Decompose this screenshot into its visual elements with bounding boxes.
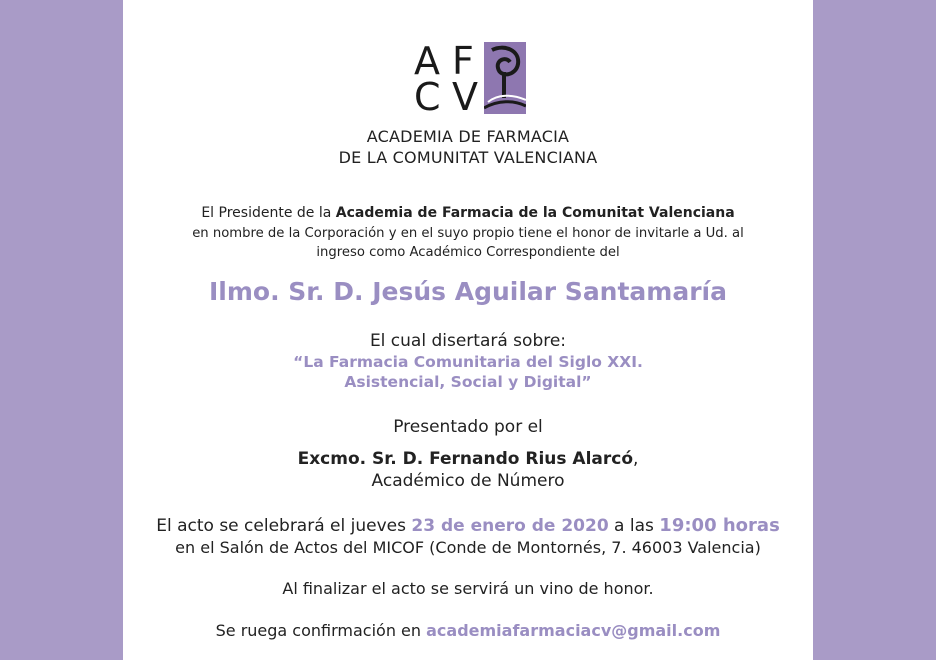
talk-title-line2: Asistencial, Social y Digital” xyxy=(344,373,592,391)
event-time: 19:00 horas xyxy=(659,515,780,536)
caduceus-cup-icon xyxy=(484,42,526,114)
academy-logo xyxy=(414,39,526,119)
venue-line: en el Salón de Actos del MICOF (Conde de Montornés, 7. 46003 Valencia) xyxy=(175,538,761,557)
event-mid: a las xyxy=(608,516,660,536)
rsvp-line xyxy=(123,620,813,642)
invitation-line2: en nombre de la Corporación y en el suyo propio tiene el honor de invitarle a Ud. al xyxy=(192,226,744,241)
talk-title-line1: “La Farmacia Comunitaria del Siglo XXI. xyxy=(293,353,643,371)
intro-line xyxy=(123,203,813,223)
honoree-name: Ilmo. Sr. D. Jesús Aguilar Santamaría xyxy=(208,277,727,306)
event-prefix: El acto se celebrará el jueves xyxy=(156,516,412,536)
academy-name-line2: DE LA COMUNITAT VALENCIANA xyxy=(338,148,598,167)
rsvp-email-link[interactable]: academiafarmaciacv@gmail.com xyxy=(426,621,721,640)
talk-intro: El cual disertará sobre: xyxy=(369,331,567,351)
rsvp-prefix: Se ruega confirmación en xyxy=(215,621,427,640)
presented-by: Presentado por el xyxy=(393,417,543,437)
intro-prefix: El Presidente de la xyxy=(201,205,336,221)
logo-letter-v: V xyxy=(452,75,478,119)
intro-academy-name: Academia de Farmacia de la Comunitat Valenciana xyxy=(335,205,735,221)
logo-letter-a: A xyxy=(414,39,440,83)
logo-letter-c: C xyxy=(414,75,441,119)
invitation-line3: ingreso como Académico Correspondiente del xyxy=(316,245,620,260)
event-line xyxy=(123,515,813,537)
presenter-line xyxy=(123,448,813,470)
logo-letter-f: F xyxy=(452,39,474,83)
event-date: 23 de enero de 2020 xyxy=(411,516,609,536)
presenter-role: Académico de Número xyxy=(371,471,565,491)
wine-line: Al finalizar el acto se servirá un vino de honor. xyxy=(282,579,654,598)
invitation-page xyxy=(123,0,813,660)
academy-name-line1: ACADEMIA DE FARMACIA xyxy=(366,127,570,146)
presenter-name: Excmo. Sr. D. Fernando Rius Alarcó xyxy=(297,449,634,469)
presenter-comma: , xyxy=(633,449,639,469)
